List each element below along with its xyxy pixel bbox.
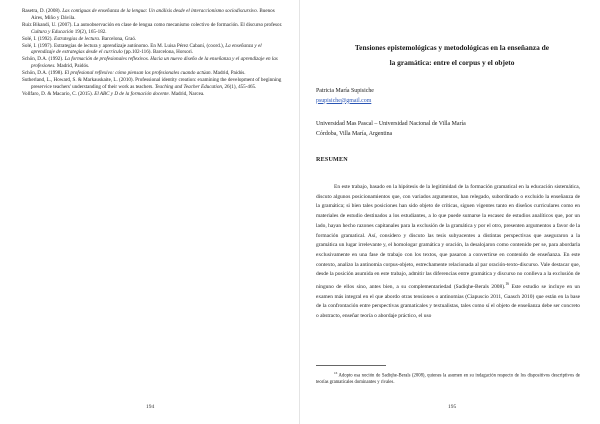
- reference-title: Teaching and Teacher Education,: [154, 83, 224, 90]
- reference-source: Barcelona, Graó.: [100, 35, 137, 42]
- reference-source: Buenos Aires, Miño y Dávila.: [31, 8, 275, 21]
- reference-entry: [22, 77, 284, 91]
- reference-title: El ABC y D de la formación docente.: [94, 90, 170, 97]
- author-block: [316, 87, 576, 139]
- author-affiliation: Universidad Mas Pascal – Universidad Nacional de Villa María: [316, 121, 466, 128]
- reference-source: Madrid, Paidós.: [55, 63, 90, 70]
- reference-source: Madrid, Paidós.: [211, 70, 246, 77]
- reference-text: Vollfaro, D. & Macario, C. (2015).: [22, 90, 95, 97]
- reference-entry: [22, 22, 284, 36]
- reference-source: 19(2), 165-182.: [73, 28, 107, 35]
- reference-text: Rasetra, D. (2008).: [22, 8, 63, 14]
- reference-text: Solé, I. (1992).: [22, 35, 54, 42]
- page-number: 195: [448, 404, 457, 410]
- reference-entry: [22, 8, 284, 22]
- reference-title: El profesional reflexivo: cómo piensan los profesionales cuando actúan.: [64, 70, 212, 77]
- page-number: 194: [146, 404, 155, 410]
- reference-text: Schön, D.A. (1992).: [22, 56, 65, 63]
- footnote-reference[interactable]: 16: [505, 282, 510, 287]
- author-location: Córdoba, Villa María, Argentina: [316, 130, 393, 137]
- reference-text: Schön, D.A. (1998).: [22, 70, 65, 77]
- footnote-text: Adopto esa noción de Sadiqhe-Berals (2008), quienes la asumen en su indagación respecto de los dispositivos descriptivos de teorías gramaticales dominantes y rivales.: [316, 373, 580, 385]
- reference-list: [22, 8, 284, 98]
- author-name: Patricia María Supisiche: [316, 88, 374, 94]
- reference-title: Las contiguas de enseñanza de la lengua: Un análisis desde el interaccionismo sociodiscursivo.: [62, 8, 259, 14]
- reference-source: (pp.102-116). Barcelona, Horsori.: [122, 49, 194, 56]
- reference-source: Madrid, Narcea.: [169, 90, 205, 97]
- reference-text: Ruiz Bikandi, U. (2007). La autoobservación en clase de lengua como mecanismo colectivo de formación. El discurso profesor.: [22, 21, 283, 28]
- reference-title: Cultura y Educación: [31, 28, 74, 35]
- footnote: [316, 370, 580, 386]
- title-line-1: Tensiones epistemológicas y metodológicas en la enseñanza de: [354, 43, 550, 52]
- reference-source: 26(1), 455-465.: [223, 83, 257, 90]
- abstract-text-part-2: Este estudio se incluye en un examen más integral en el que abordo otras tensiones o antinomias (Ciapuscio 2011, Gaasch 2010) que están en la base de la confrontación entre perspectivas gramaticales y textualistas, tales como sí el objeto de enseñanza debe ser concreto o abstracto, enseñar teoría o abordaje práctico, el uso: [316, 283, 580, 319]
- abstract-paragraph: [316, 183, 580, 322]
- title-line-2: la gramática: entre el corpus y el objeto: [389, 58, 515, 67]
- resumen-heading: RESUMEN: [316, 157, 348, 163]
- reference-title: La formación de profesionales reflexivos. Hacia un nuevo diseño de la enseñanza y el aprendizaje en las profesiones.: [31, 56, 278, 70]
- right-page: [300, 0, 600, 424]
- reference-text: Sutherland, L., Howard, S. & Markauskaite, L. (2010). Professional identity creation: examining the development of beginning preservice teachers' understanding of their work as teachers.: [22, 77, 282, 90]
- footnote-marker: 16: [334, 371, 338, 375]
- reference-text: Solé, I. (1997). Estrategias de lectura y aprendizaje autónomo. En M. Luisa Pérez Cabaní, (coord.),: [22, 42, 226, 49]
- reference-entry: [22, 36, 284, 43]
- reference-entry: [22, 43, 284, 57]
- reference-entry: [22, 91, 284, 98]
- reference-title: La enseñanza y el aprendizaje de estrategias desde el currículo: [31, 42, 262, 56]
- reference-title: Estrategias de lectura.: [53, 35, 101, 42]
- article-title: [320, 40, 584, 70]
- abstract-text-part-1: En este trabajo, basado en la hipótesis de la legitimidad de la formación gramatical en la educación sistemática, discuto algunos posicionamientos que, con variados argumentos, han relegado, subordinado o excluido la enseñanza de la gramática; si bien tales posiciones han sido objeto de críticas, siguen vigentes tanto en diseños curriculares como en materiales de estudio destinados a los estudiantes, a lo que puede sumarse la escasez de estudios analíticos que, por un lado, hayan hecho razones capitanales para la exclusión de la gramática y por el otro, presenten argumentos a favor de la formación gramatical. Así, considero y discuto las tesis subyacentes a distintas perspectivas que aseguraron a la gramática un lugar irrelevante y, el homologar gramática y oración, la desalojaron como contenido per se, para abordarla exclusivamente en una fase de trabajo con los textos, que pasaron a convertirse en contenido de enseñanza. En este contexto, analizo la antinomia corpus-objeto, estrechamente relacionada al par oración-texto-discurso. Vale destacar que, desde la posición asumida en este trabajo, admitir las diferencias entre gramática y discurso no conlleva a la exclusión de ninguno de ellos sino, antes bien, a su complementariedad (Sadiqhe-Berals 2008).: [316, 184, 580, 290]
- author-email-link[interactable]: psupisiche@gmail.com: [316, 97, 372, 104]
- footnote-divider: [316, 365, 386, 366]
- reference-entry: [22, 56, 284, 70]
